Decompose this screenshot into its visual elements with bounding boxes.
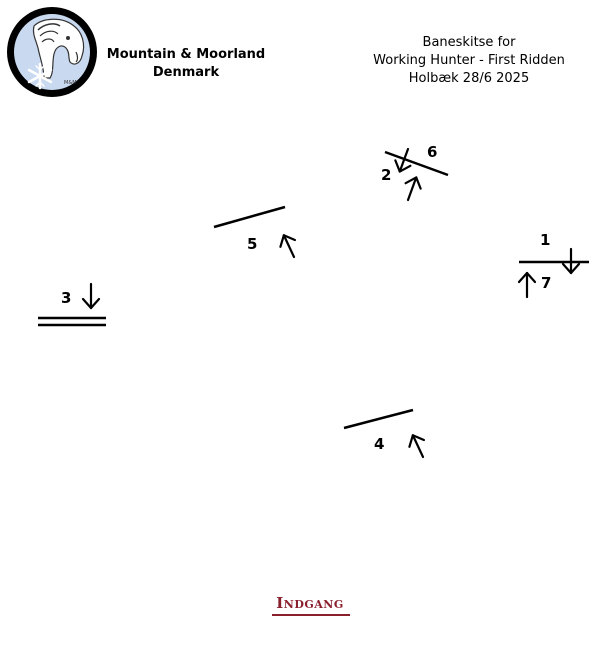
svg-text:M&M: M&M (64, 80, 77, 86)
info-line-2: Working Hunter - First Ridden (373, 53, 565, 68)
fence-3-direction-arrow-icon (83, 284, 99, 308)
fence-4 (344, 410, 430, 460)
info-line-3: Holbæk 28/6 2025 (408, 71, 530, 86)
fence-5-pole (214, 207, 285, 227)
fence-3-number: 3 (61, 289, 72, 307)
fence-4-number: 4 (374, 435, 385, 453)
org-line-1: Mountain & Moorland (106, 47, 266, 62)
info-line-1: Baneskitse for (422, 35, 516, 50)
fence-4-direction-arrow-icon (406, 432, 431, 461)
fence-1-number: 1 (540, 231, 551, 249)
fence-4-pole (344, 410, 413, 428)
fence-2-number: 2 (381, 166, 392, 184)
fence-2-6 (381, 143, 448, 203)
fence-6-number: 6 (427, 143, 438, 161)
entrance-underline (272, 614, 350, 616)
fence-5-direction-arrow-icon (277, 232, 302, 261)
org-line-2: Denmark (152, 65, 220, 80)
fence-5-number: 5 (247, 235, 258, 253)
fence-3 (38, 284, 106, 325)
fence-2-direction-arrow-icon (400, 175, 423, 203)
fence-2-6-pole (385, 152, 448, 175)
fence-1-7 (519, 231, 589, 297)
fence-6-direction-arrow-icon (392, 146, 415, 174)
fence-5 (214, 207, 301, 260)
entrance-label: Indgang (276, 594, 344, 612)
fence-7-number: 7 (541, 274, 552, 292)
fence-7-direction-arrow-icon (519, 273, 535, 297)
